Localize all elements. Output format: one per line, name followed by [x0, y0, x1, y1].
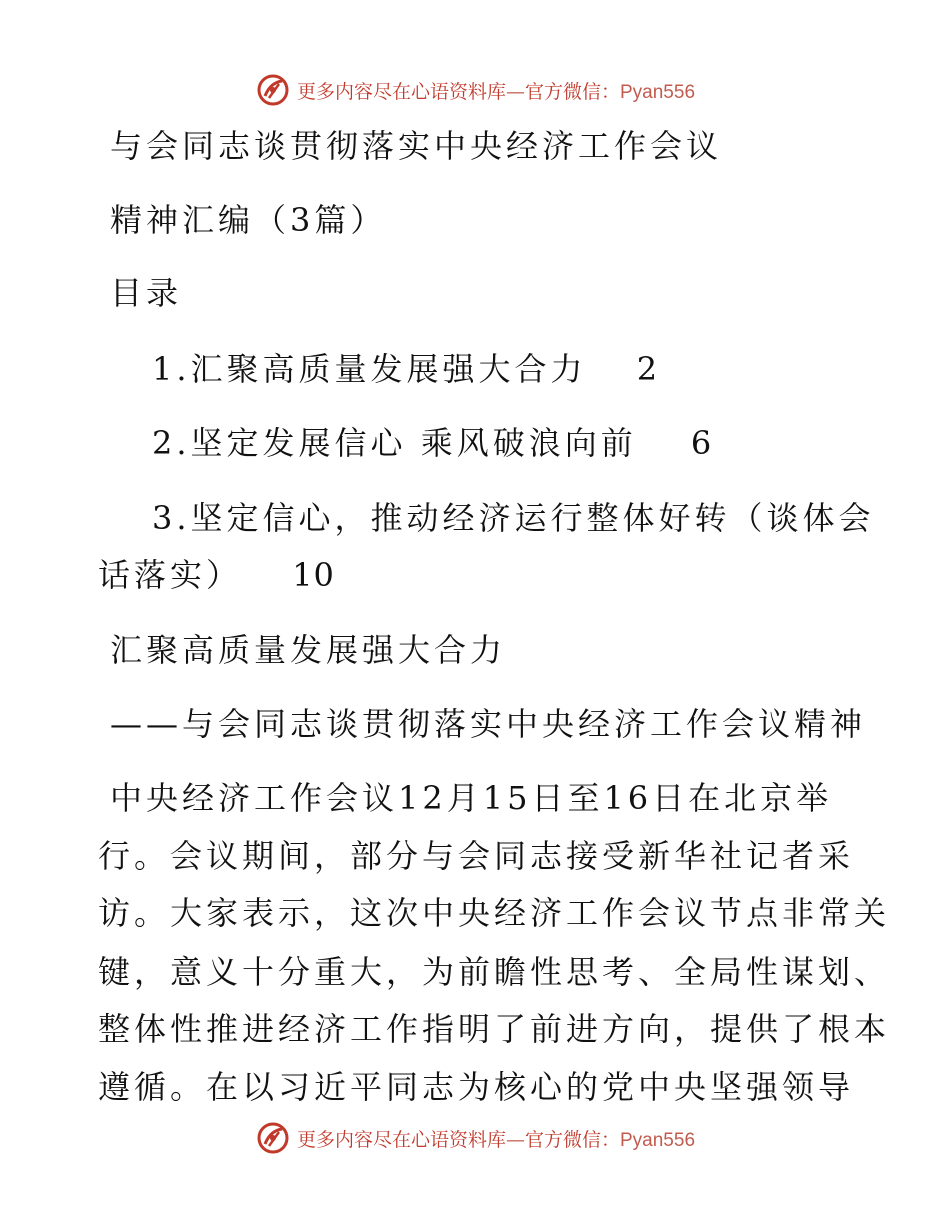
toc-item-3	[152, 498, 875, 538]
article-title: 汇聚高质量发展强大合力	[110, 631, 507, 669]
toc-item-1	[152, 349, 658, 389]
body-line-6: 遵循。在以习近平同志为核心的党中央坚强领导	[98, 1068, 855, 1106]
watermark-text	[297, 1125, 695, 1152]
watermark-wechat-label: 官方微信：	[524, 80, 620, 103]
body-line-3: 访。大家表示，这次中央经济工作会议节点非常关	[98, 894, 891, 932]
watermark-wechat-label: 官方微信：	[524, 1128, 620, 1151]
toc-item-1-text: 1.汇聚高质量发展强大合力	[152, 350, 587, 388]
toc-item-2-page: 6	[690, 424, 713, 462]
toc-heading: 目录	[110, 274, 183, 312]
body-line-4: 键，意义十分重大，为前瞻性思考、全局性谋划、	[98, 953, 891, 991]
watermark-brand: 更多内容尽在心语资料库	[296, 80, 506, 103]
document-title-line-1: 与会同志谈贯彻落实中央经济工作会议	[110, 127, 723, 165]
document-title-line-2: 精神汇编（3篇）	[110, 201, 387, 239]
toc-item-3-page: 10	[292, 556, 335, 594]
watermark-logo-icon	[255, 1120, 291, 1156]
watermark-separator: —	[505, 1128, 525, 1151]
body-line-1: 中央经济工作会议12月15日至16日在北京举	[110, 779, 833, 817]
watermark-wechat-id: Pyan556	[620, 81, 696, 103]
watermark-separator: —	[505, 80, 525, 103]
body-line-5: 整体性推进经济工作指明了前进方向，提供了根本	[98, 1010, 891, 1048]
toc-item-2	[152, 423, 712, 463]
toc-item-1-page: 2	[636, 350, 659, 388]
toc-item-3-continuation	[98, 555, 335, 595]
toc-item-2-text: 2.坚定发展信心 乘风破浪向前	[152, 424, 637, 462]
toc-item-3-text: 3.坚定信心，推动经济运行整体好转（谈体会	[152, 499, 875, 537]
watermark-brand: 更多内容尽在心语资料库	[296, 1128, 506, 1151]
watermark-banner-bottom	[0, 1118, 950, 1158]
article-subtitle: ——与会同志谈贯彻落实中央经济工作会议精神	[110, 705, 867, 743]
watermark-wechat-id: Pyan556	[620, 1129, 696, 1151]
toc-item-3-text-continuation: 话落实）	[98, 556, 243, 594]
body-line-2: 行。会议期间，部分与会同志接受新华社记者采	[98, 837, 855, 875]
